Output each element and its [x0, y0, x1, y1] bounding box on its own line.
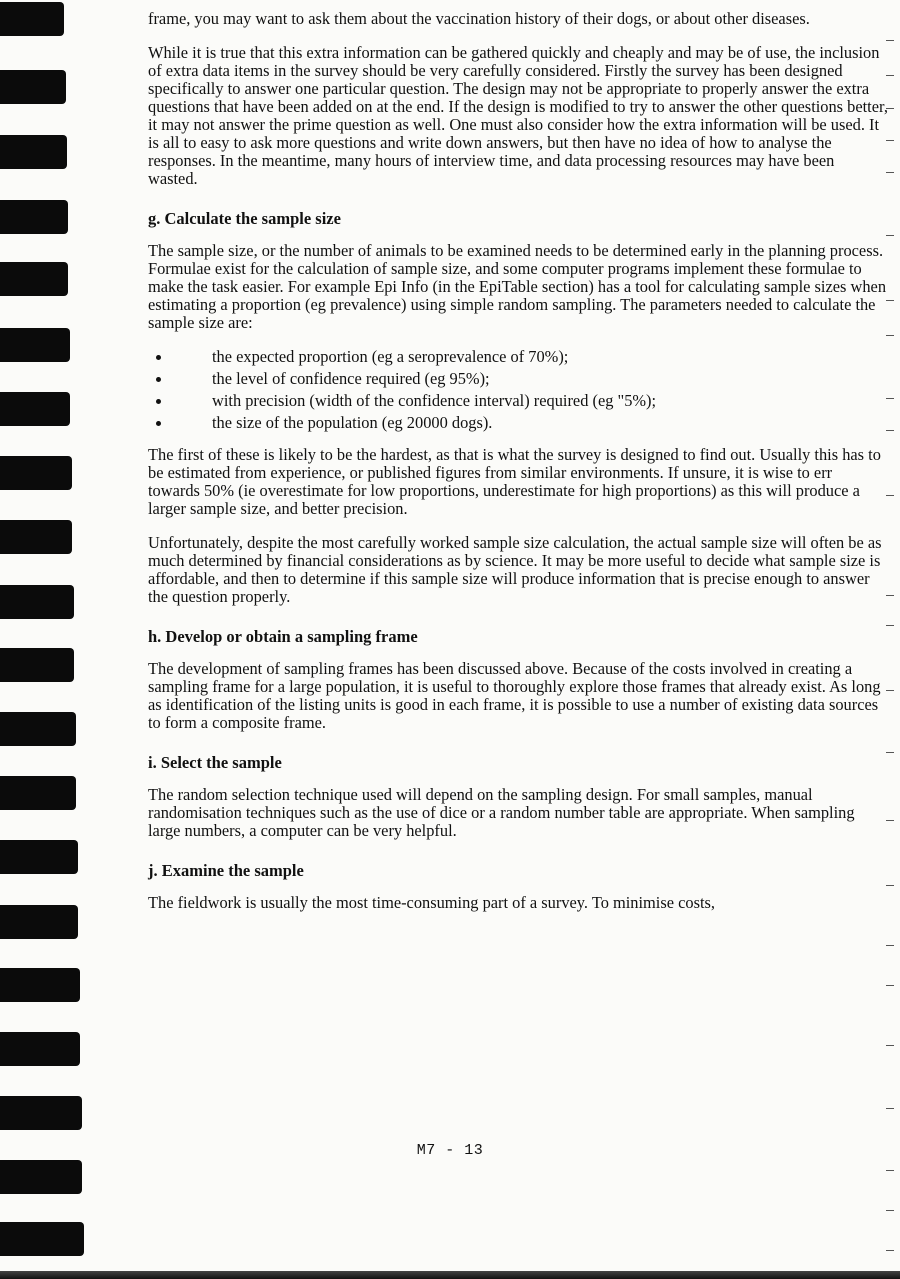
binding-hole [0, 392, 70, 426]
binding-hole [0, 1096, 82, 1130]
binding-hole [0, 648, 74, 682]
extra-data-paragraph: While it is true that this extra information can be gathered quickly and cheaply and may be of use, the inclusion of extra data items in the survey should be very carefully considered. Firstly the survey has been designed specifically to answer one particular question. The design may not be appropriate to properly answer the extra questions that have been added on at the end. If the design is modified to try to answer the other questions better, it may not answer the prime question as well. One must also consider how the extra information will be used. It is all to easy to ask more questions and write down answers, but then have no idea of how to analyse the responses. In the meantime, many hours of interview time, and data processing resources may have been wasted. [148, 43, 888, 188]
section-j-heading: j. Examine the sample [148, 861, 304, 880]
section-j-paragraph: The fieldwork is usually the most time-consuming part of a survey. To minimise costs, [148, 893, 715, 912]
sample-size-parameters-list [148, 348, 888, 432]
binding-hole [0, 2, 64, 36]
page-number: M7 - 13 [416, 1142, 484, 1159]
binding-hole [0, 520, 72, 554]
binding-hole [0, 1032, 80, 1066]
list-item: the expected proportion (eg a seroprevalence of 70%); [148, 348, 888, 366]
intro-paragraph: frame, you may want to ask them about the vaccination history of their dogs, or about other diseases. [148, 9, 810, 28]
section-h-heading: h. Develop or obtain a sampling frame [148, 627, 418, 646]
binding-hole [0, 840, 78, 874]
binding-hole [0, 1222, 84, 1256]
binding-hole [0, 1160, 82, 1194]
edge-mark [886, 985, 894, 986]
edge-mark [886, 1170, 894, 1171]
binding-hole [0, 712, 76, 746]
section-g-paragraph-1: The sample size, or the number of animals to be examined needs to be determined early in the planning process. Formulae exist for the calculation of sample size, and some computer programs implement these formulae to make the task easier. For example Epi Info (in the EpiTable section) has a tool for calculating sample sizes when estimating a proportion (eg prevalence) using simple random sampling. The parameters needed to calculate the sample size are: [148, 241, 887, 332]
binding-hole [0, 776, 76, 810]
edge-mark [886, 1108, 894, 1109]
edge-mark [886, 1045, 894, 1046]
section-i-heading: i. Select the sample [148, 753, 282, 772]
spiral-binding [0, 0, 100, 1279]
binding-hole [0, 585, 74, 619]
edge-mark [886, 1250, 894, 1251]
section-g-paragraph-3: Unfortunately, despite the most carefully worked sample size calculation, the actual sample size will often be as much determined by financial considerations as by science. It may be more useful to decide what sample size is affordable, and then to determine if this sample size will produce information that is precise enough to answer the question properly. [148, 533, 882, 606]
binding-hole [0, 135, 67, 169]
list-item: the level of confidence required (eg 95%); [148, 370, 888, 388]
binding-hole [0, 456, 72, 490]
edge-mark [886, 945, 894, 946]
list-item: with precision (width of the confidence interval) required (eg "5%); [148, 392, 888, 410]
binding-hole [0, 905, 78, 939]
list-item: the size of the population (eg 20000 dogs). [148, 414, 888, 432]
binding-hole [0, 328, 70, 362]
section-h-paragraph: The development of sampling frames has been discussed above. Because of the costs involved in creating a sampling frame for a large population, it is useful to thoroughly explore those frames that already exist. As long as identification of the listing units is good in each frame, it is possible to use a number of existing data sources to form a composite frame. [148, 659, 881, 732]
section-g-paragraph-2: The first of these is likely to be the hardest, as that is what the survey is designed to find out. Usually this has to be estimated from experience, or published figures from similar environments. If unsure, it is wise to err towards 50% (ie overestimate for low proportions, underestimate for high proportions) as this will produce a larger sample size, and better precision. [148, 445, 881, 518]
page-bottom-edge [0, 1271, 900, 1279]
section-i-paragraph: The random selection technique used will depend on the sampling design. For small samples, manual randomisation techniques such as the use of dice or a random number table are appropriate. When sampling large numbers, a computer can be very helpful. [148, 785, 855, 840]
binding-hole [0, 262, 68, 296]
page-content [148, 10, 888, 928]
edge-mark [886, 1210, 894, 1211]
binding-hole [0, 70, 66, 104]
section-g-heading: g. Calculate the sample size [148, 209, 341, 228]
binding-hole [0, 200, 68, 234]
binding-hole [0, 968, 80, 1002]
